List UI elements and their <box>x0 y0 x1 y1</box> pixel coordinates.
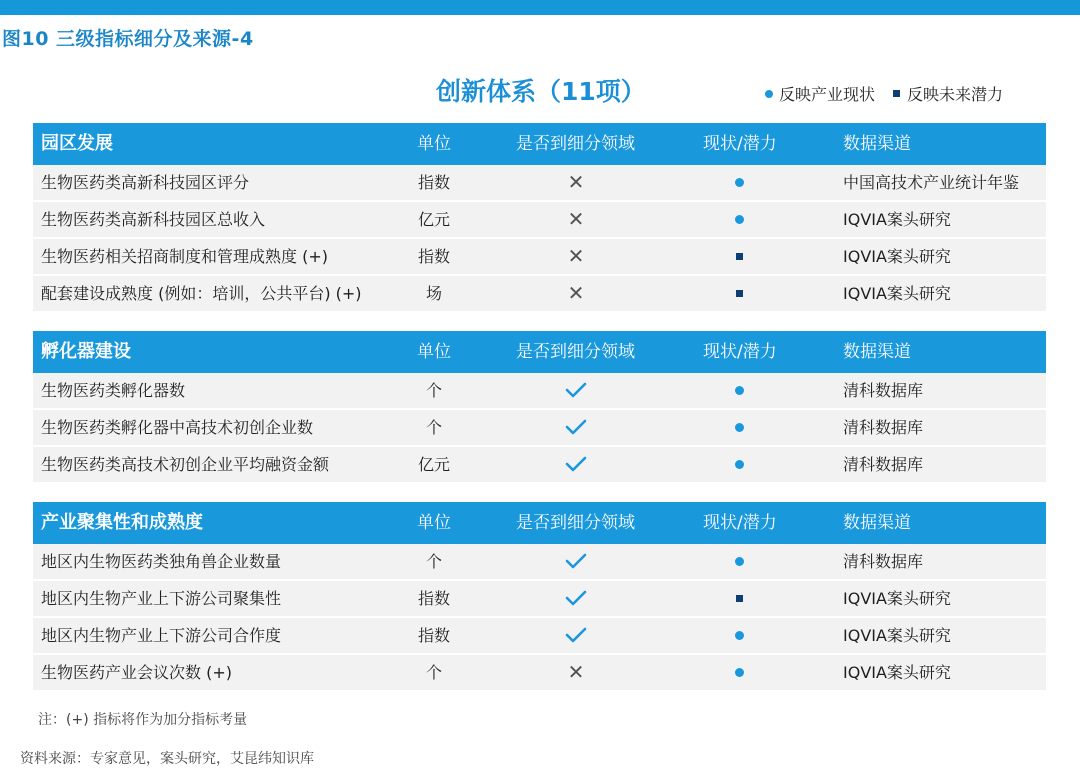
status-cell <box>731 655 747 690</box>
unit-cell: 个 <box>425 552 442 571</box>
column-header-indicator: 现状/潜力 <box>703 342 777 362</box>
source-cell: 中国高技术产业统计年鉴 <box>843 173 1020 192</box>
section-incubator <box>33 331 1046 484</box>
circle-icon <box>735 668 744 677</box>
source-cell: IQVIA案头研究 <box>843 210 951 229</box>
unit-cell: 指数 <box>417 173 450 192</box>
segment-cell <box>562 410 590 445</box>
cross-icon: ✕ <box>567 170 585 194</box>
status-cell <box>731 239 747 274</box>
column-header-source: 数据渠道 <box>843 513 911 533</box>
segment-cell <box>562 239 590 275</box>
status-cell <box>731 276 747 311</box>
check-icon <box>565 382 587 398</box>
source-cell: IQVIA案头研究 <box>843 589 951 608</box>
unit-cell: 场 <box>425 284 442 303</box>
unit-cell: 指数 <box>417 247 450 266</box>
legend-square-label: 反映未来潜力 <box>907 85 1004 104</box>
section-park-development <box>33 123 1046 313</box>
source-line: 资料来源：专家意见，案头研究，艾昆纬知识库 <box>20 751 314 767</box>
circle-icon <box>735 386 744 395</box>
check-icon <box>565 419 587 435</box>
legend <box>765 82 1003 105</box>
status-cell <box>731 618 747 653</box>
segment-cell <box>562 202 590 238</box>
table-row <box>33 202 1046 239</box>
segment-cell <box>562 165 590 201</box>
cross-icon: ✕ <box>567 660 585 684</box>
indicator-name: 配套建设成熟度 (例如：培训，公共平台) (+) <box>41 284 362 303</box>
legend-circle-label: 反映产业现状 <box>779 85 876 104</box>
column-header-source: 数据渠道 <box>843 134 911 154</box>
circle-icon <box>735 178 744 187</box>
indicator-name: 生物医药类高新科技园区评分 <box>41 173 250 192</box>
source-cell: 清科数据库 <box>843 381 924 400</box>
square-icon <box>736 290 743 297</box>
column-header-source: 数据渠道 <box>843 342 911 362</box>
indicator-name: 地区内生物医药类独角兽企业数量 <box>41 552 282 571</box>
circle-legend-icon <box>765 90 773 98</box>
indicator-name: 生物医药类孵化器中高技术初创企业数 <box>41 418 314 437</box>
circle-icon <box>735 215 744 224</box>
table-row <box>33 276 1046 313</box>
indicator-name: 生物医药产业会议次数 (+) <box>41 663 232 682</box>
cross-icon: ✕ <box>567 244 585 268</box>
status-cell <box>731 447 747 482</box>
column-header-unit: 单位 <box>417 513 451 533</box>
status-cell <box>731 373 747 408</box>
section-title: 孵化器建设 <box>41 341 131 362</box>
indicator-name: 地区内生物产业上下游公司聚集性 <box>41 589 282 608</box>
segment-cell <box>562 581 590 616</box>
check-icon <box>565 590 587 606</box>
section-header <box>33 502 1046 544</box>
segment-cell <box>562 655 590 691</box>
indicator-name: 生物医药类高新科技园区总收入 <box>41 210 266 229</box>
cross-icon: ✕ <box>567 207 585 231</box>
main-title: 创新体系（11项） <box>436 77 646 106</box>
table-row <box>33 655 1046 692</box>
top-accent-bar <box>0 0 1080 15</box>
table-row <box>33 447 1046 484</box>
unit-cell: 指数 <box>417 589 450 608</box>
column-header-segment: 是否到细分领域 <box>516 513 635 533</box>
column-header-segment: 是否到细分领域 <box>516 342 635 362</box>
source-cell: 清科数据库 <box>843 418 924 437</box>
square-icon <box>736 595 743 602</box>
unit-cell: 亿元 <box>417 455 450 474</box>
source-cell: IQVIA案头研究 <box>843 284 951 303</box>
status-cell <box>731 410 747 445</box>
circle-icon <box>735 557 744 566</box>
check-icon <box>565 627 587 643</box>
segment-cell <box>562 276 590 312</box>
circle-icon <box>735 423 744 432</box>
unit-cell: 个 <box>425 418 442 437</box>
section-title: 园区发展 <box>41 133 113 154</box>
column-header-segment: 是否到细分领域 <box>516 134 635 154</box>
cross-icon: ✕ <box>567 281 585 305</box>
source-cell: IQVIA案头研究 <box>843 247 951 266</box>
footnote: 注：(+) 指标将作为加分指标考量 <box>38 712 248 728</box>
source-cell: 清科数据库 <box>843 455 924 474</box>
table-row <box>33 410 1046 447</box>
square-icon <box>736 253 743 260</box>
source-cell: 清科数据库 <box>843 552 924 571</box>
source-cell: IQVIA案头研究 <box>843 663 951 682</box>
indicator-name: 生物医药类高技术初创企业平均融资金额 <box>41 455 330 474</box>
section-header <box>33 331 1046 373</box>
status-cell <box>731 544 747 579</box>
status-cell <box>731 202 747 237</box>
table-row <box>33 618 1046 655</box>
square-legend-icon <box>893 90 900 97</box>
indicator-name: 地区内生物产业上下游公司合作度 <box>41 626 282 645</box>
unit-cell: 指数 <box>417 626 450 645</box>
column-header-unit: 单位 <box>417 342 451 362</box>
status-cell <box>731 581 747 616</box>
segment-cell <box>562 447 590 482</box>
table-row <box>33 544 1046 581</box>
check-icon <box>565 456 587 472</box>
table-row <box>33 373 1046 410</box>
segment-cell <box>562 373 590 408</box>
segment-cell <box>562 618 590 653</box>
unit-cell: 个 <box>425 663 442 682</box>
source-cell: IQVIA案头研究 <box>843 626 951 645</box>
figure-title: 图10 三级指标细分及来源-4 <box>2 28 254 50</box>
section-title: 产业聚集性和成熟度 <box>41 512 203 533</box>
check-icon <box>565 553 587 569</box>
circle-icon <box>735 460 744 469</box>
column-header-indicator: 现状/潜力 <box>703 513 777 533</box>
section-industry-cluster <box>33 502 1046 692</box>
column-header-indicator: 现状/潜力 <box>703 134 777 154</box>
status-cell <box>731 165 747 200</box>
section-header <box>33 123 1046 165</box>
indicator-name: 生物医药类孵化器数 <box>41 381 186 400</box>
column-header-unit: 单位 <box>417 134 451 154</box>
unit-cell: 个 <box>425 381 442 400</box>
table-row <box>33 239 1046 276</box>
segment-cell <box>562 544 590 579</box>
indicator-name: 生物医药相关招商制度和管理成熟度 (+) <box>41 247 328 266</box>
unit-cell: 亿元 <box>417 210 450 229</box>
circle-icon <box>735 631 744 640</box>
table-row <box>33 581 1046 618</box>
table-row <box>33 165 1046 202</box>
